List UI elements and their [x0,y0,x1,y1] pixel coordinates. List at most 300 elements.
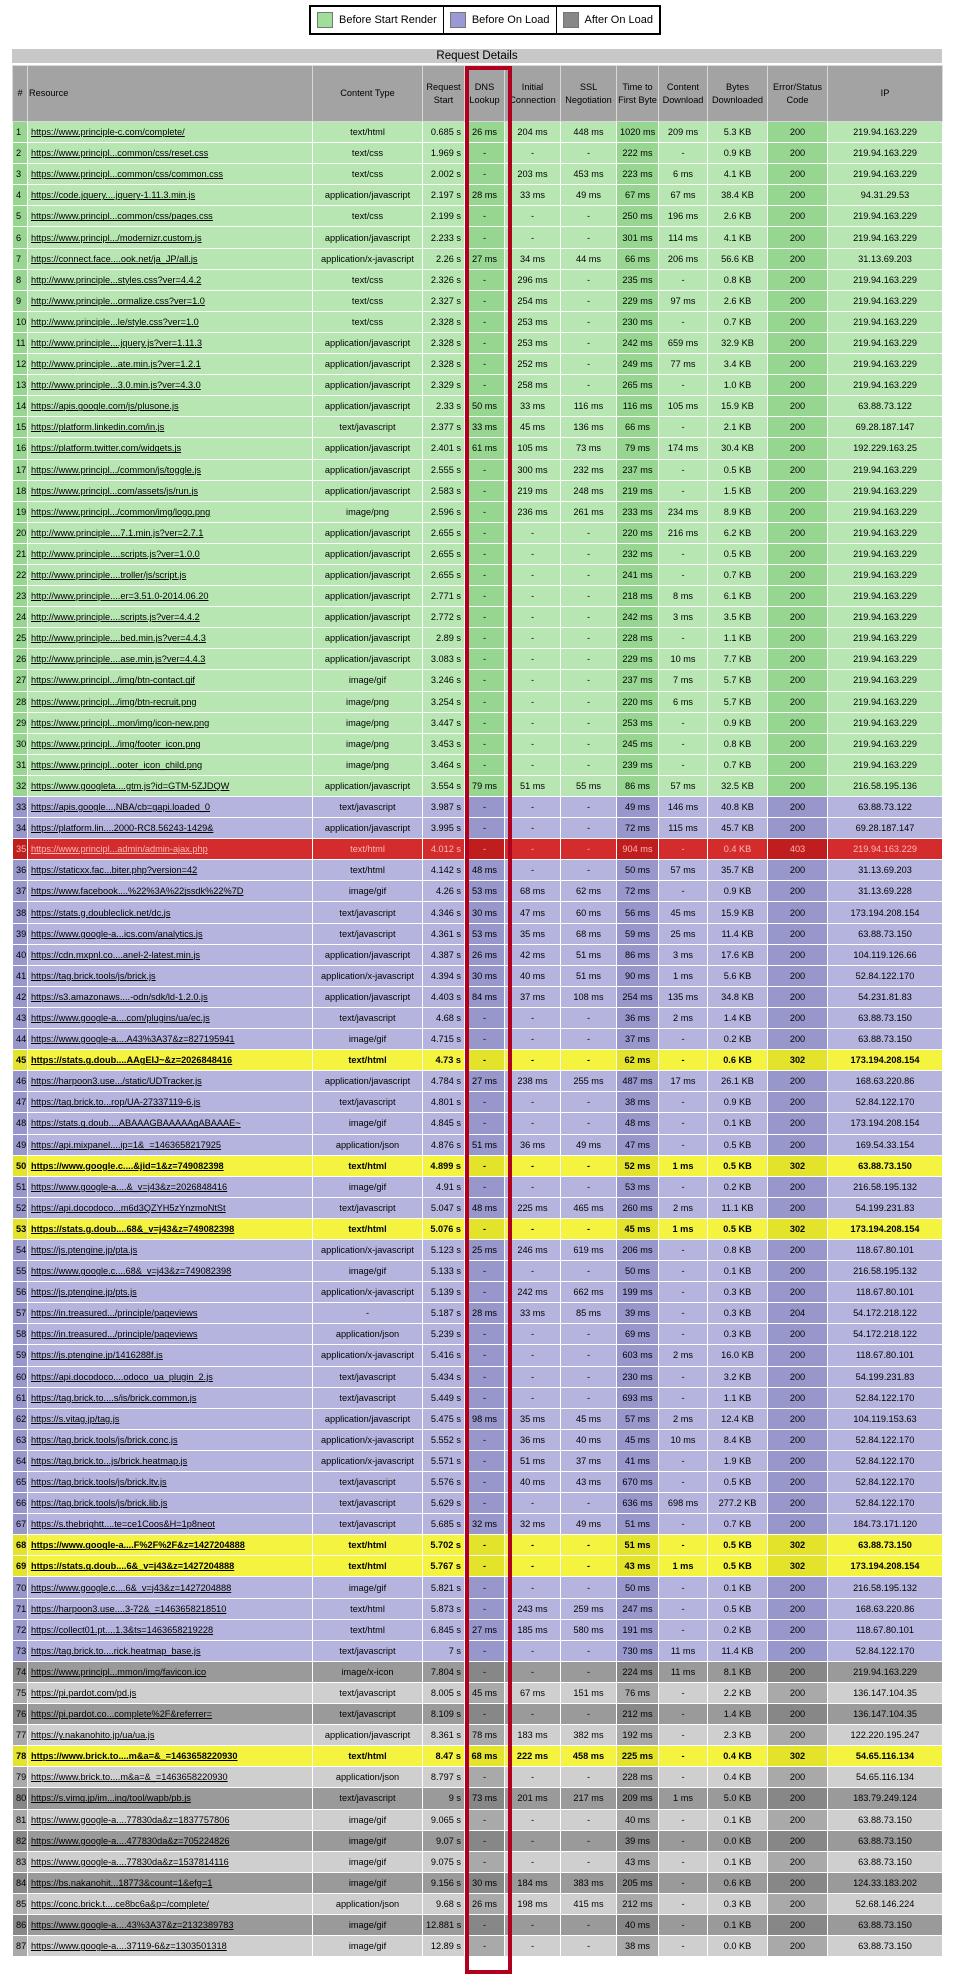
table-cell: 0.1 KB [708,1577,768,1598]
resource-link[interactable]: http://www.principle....ase.min.js?ver=4.4.3 [28,649,313,670]
resource-link[interactable]: https://www.google-a....A43%3A37&z=827195941 [28,1029,313,1050]
table-cell: - [465,839,505,860]
resource-link[interactable]: https://tag.brick.to...js/brick.heatmap.js [28,1450,313,1471]
table-cell: 200 [768,1324,828,1345]
table-cell: 302 [768,1155,828,1176]
resource-link[interactable]: https://s.vitag.jp/tag.js [28,1408,313,1429]
table-cell: 206 ms [617,1239,659,1260]
table-cell: - [659,459,708,480]
table-cell: - [465,480,505,501]
table-cell: - [505,628,561,649]
table-cell: 200 [768,1493,828,1514]
table-row [13,417,943,438]
resource-link[interactable]: https://www.google-a....37119-6&z=1303501318 [28,1936,313,1957]
table-cell: 57 [13,1303,28,1324]
table-cell: 16.0 KB [708,1345,768,1366]
table-cell: 662 ms [561,1282,617,1303]
resource-link[interactable]: https://www.google-a....com/plugins/ua/ec.js [28,1007,313,1028]
resource-link[interactable]: https://www.principl...common/css/pages.css [28,206,313,227]
table-cell: 219.94.163.229 [828,1661,943,1682]
table-cell: 52 [13,1197,28,1218]
table-cell: 56 [13,1282,28,1303]
resource-link[interactable]: https://cdn.mxpnl.co....anel-2-latest.min.js [28,944,313,965]
table-cell: - [465,1472,505,1493]
table-cell: image/png [313,691,423,712]
table-cell: 2.6 KB [708,290,768,311]
table-cell: 69 ms [617,1324,659,1345]
table-cell: 54 [13,1239,28,1260]
resource-link[interactable]: https://harpoon3.use.../static/UDTracker.js [28,1071,313,1092]
table-cell: 30 ms [465,965,505,986]
table-cell: - [659,1176,708,1197]
table-cell: - [465,1387,505,1408]
table-row [13,1577,943,1598]
resource-link[interactable]: https://pi.pardot.com/pd.js [28,1682,313,1703]
resource-link[interactable]: https://s3.amazonaws....-odn/sdk/ld-1.2.0.js [28,986,313,1007]
table-cell: text/javascript [313,1387,423,1408]
resource-link[interactable]: https://www.principl.../img/btn-contact.gif [28,670,313,691]
table-cell: 41 ms [617,1450,659,1471]
table-cell: 8.47 s [423,1746,465,1767]
table-cell: 63 [13,1429,28,1450]
resource-link[interactable]: https://www.google-a...ics.com/analytics.js [28,923,313,944]
resource-link[interactable]: https://js.ptengine.jp/pts.js [28,1282,313,1303]
table-cell: 54.199.231.83 [828,1197,943,1218]
resource-link[interactable]: https://www.google-a....&_v=j43&z=2026848416 [28,1176,313,1197]
table-cell: - [659,754,708,775]
table-row [13,1746,943,1767]
table-cell: - [465,1450,505,1471]
table-cell: 15.9 KB [708,902,768,923]
table-cell: 17.6 KB [708,944,768,965]
table-cell: 151 ms [561,1682,617,1703]
table-row [13,248,943,269]
table-cell: - [505,649,561,670]
table-cell: - [659,1113,708,1134]
table-cell: 60 [13,1366,28,1387]
table-cell: 200 [768,501,828,522]
table-cell: 5.629 s [423,1493,465,1514]
table-cell: 124.33.183.202 [828,1872,943,1893]
resource-link[interactable]: https://www.google-a....77830da&z=1837757806 [28,1809,313,1830]
table-cell: 237 ms [617,670,659,691]
table-cell: 0.1 KB [708,1914,768,1935]
table-cell: 67 ms [617,185,659,206]
table-cell: text/css [313,143,423,164]
resource-link[interactable]: https://apis.google....NBA/cb=gapi.loaded_0 [28,797,313,818]
resource-link[interactable]: https://js.ptengine.jp/pta.js [28,1239,313,1260]
resource-link[interactable]: https://pi.pardot.co...complete%2F&referrer= [28,1704,313,1725]
table-cell: 259 ms [561,1598,617,1619]
table-cell: 63.88.73.150 [828,1830,943,1851]
table-row [13,965,943,986]
table-cell: - [659,1472,708,1493]
table-cell: 2.33 s [423,396,465,417]
resource-link[interactable]: https://stats.g.doub....ABAAAGBAAAAAgABAAAE~ [28,1113,313,1134]
resource-link[interactable]: https://platform.lin....2000-RC8.56243-1429& [28,818,313,839]
table-cell: 63.88.73.150 [828,1851,943,1872]
table-cell: 63.88.73.122 [828,396,943,417]
table-row [13,628,943,649]
table-cell: 200 [768,1851,828,1872]
table-cell: 19 [13,501,28,522]
table-cell: 242 ms [505,1282,561,1303]
resource-link[interactable]: http://www.principle...ormalize.css?ver=1.0 [28,290,313,311]
table-cell: 300 ms [505,459,561,480]
table-cell: - [465,311,505,332]
resource-link[interactable]: https://www.google-a....477830da&z=705224826 [28,1830,313,1851]
resource-link[interactable]: https://www.principle-c.com/complete/ [28,122,313,143]
table-cell: 2.328 s [423,332,465,353]
table-cell: 78 [13,1746,28,1767]
resource-link[interactable]: https://www.google.c....6&_v=j43&z=1427204888 [28,1577,313,1598]
resource-link[interactable]: https://www.google-a....43%3A37&z=2132389783 [28,1914,313,1935]
resource-link[interactable]: https://www.google.c....68&_v=j43&z=749082398 [28,1261,313,1282]
table-cell: 219.94.163.229 [828,522,943,543]
resource-link[interactable]: http://www.principle....troller/js/script.js [28,564,313,585]
table-cell: application/javascript [313,354,423,375]
table-cell: 32.9 KB [708,332,768,353]
table-cell: 205 ms [617,1872,659,1893]
table-cell: - [659,712,708,733]
resource-link[interactable]: https://code.jquery....jquery-1.11.3.min.js [28,185,313,206]
table-cell: 254 ms [505,290,561,311]
table-cell: 301 ms [617,227,659,248]
resource-link[interactable]: https://tag.brick.tools/js/brick.ltv.js [28,1472,313,1493]
table-cell: 200 [768,122,828,143]
table-cell: 200 [768,1239,828,1260]
table-row [13,754,943,775]
table-row [13,691,943,712]
table-cell: 50 ms [617,860,659,881]
table-cell: - [465,1830,505,1851]
resource-link[interactable]: https://tag.brick.tools/js/brick.conc.js [28,1429,313,1450]
table-cell: 229 ms [617,290,659,311]
table-cell: 68 ms [561,923,617,944]
table-cell: text/html [313,1619,423,1640]
table-row [13,902,943,923]
resource-link[interactable]: https://stats.g.doub....6&_v=j43&z=1427204888 [28,1556,313,1577]
table-cell: 219.94.163.229 [828,206,943,227]
table-cell: 1.1 KB [708,1387,768,1408]
table-cell: 200 [768,1366,828,1387]
table-cell: - [465,1261,505,1282]
table-cell: - [465,269,505,290]
table-cell: 73 ms [561,438,617,459]
table-row [13,1472,943,1493]
table-cell: 0.7 KB [708,564,768,585]
table-cell: 42 ms [505,944,561,965]
table-cell: 4.899 s [423,1155,465,1176]
resource-link[interactable]: https://www.principl.../img/btn-recruit.png [28,691,313,712]
column-header: Request Start [423,66,465,122]
table-cell: 36 ms [505,1134,561,1155]
table-cell: 204 [768,1303,828,1324]
table-cell: text/html [313,1746,423,1767]
table-cell: 23 [13,586,28,607]
table-cell: 2 [13,143,28,164]
resource-link[interactable]: https://www.google-a....77830da&z=1537814116 [28,1851,313,1872]
resource-link[interactable]: https://www.google-a....F%2F%2F&z=1427204888 [28,1535,313,1556]
resource-link[interactable]: https://www.google.c....&jid=1&z=749082398 [28,1155,313,1176]
table-cell: - [505,1092,561,1113]
table-cell: 146 ms [659,797,708,818]
table-cell: 33 [13,797,28,818]
table-cell: - [561,227,617,248]
table-cell: 200 [768,375,828,396]
table-row [13,543,943,564]
table-cell: 236 ms [505,501,561,522]
resource-link[interactable]: https://www.principl.../img/footer_icon.png [28,733,313,754]
table-cell: 6 [13,227,28,248]
table-cell: application/javascript [313,607,423,628]
resource-link[interactable]: http://www.principle...3.0.min.js?ver=4.3.0 [28,375,313,396]
table-cell: 0.3 KB [708,1282,768,1303]
table-cell: 200 [768,311,828,332]
table-cell: 0.7 KB [708,754,768,775]
table-cell: - [505,227,561,248]
table-cell: 2.326 s [423,269,465,290]
resource-link[interactable]: https://stats.g.doub....68&_v=j43&z=749082398 [28,1218,313,1239]
resource-link[interactable]: http://www.principle....jquery.js?ver=1.11.3 [28,332,313,353]
column-header: Error/Status Code [768,66,828,122]
table-cell: 2.6 KB [708,206,768,227]
resource-link[interactable]: http://www.principle...le/style.css?ver=1.0 [28,311,313,332]
table-cell: - [505,754,561,775]
table-row [13,1071,943,1092]
table-cell: 70 [13,1577,28,1598]
resource-link[interactable]: https://platform.linkedin.com/in.js [28,417,313,438]
table-row [13,586,943,607]
resource-link[interactable]: https://s.vimg.jp/im...ing/tool/wapb/pb.js [28,1788,313,1809]
table-cell: - [561,1218,617,1239]
resource-link[interactable]: https://js.ptengine.jp/1416288f.js [28,1345,313,1366]
table-cell: 8.4 KB [708,1429,768,1450]
table-cell: 30.4 KB [708,438,768,459]
table-cell: - [659,1619,708,1640]
table-cell: - [659,1746,708,1767]
resource-link[interactable]: https://www.brick.to....m&a=&_=1463658220930 [28,1746,313,1767]
table-cell: 53 ms [465,881,505,902]
resource-link[interactable]: https://api.mixpanel....ip=1&_=1463658217925 [28,1134,313,1155]
resource-link[interactable]: https://stats.g.doub....AAgEIJ~&z=2026848416 [28,1050,313,1071]
table-cell: 0.3 KB [708,1303,768,1324]
table-cell: - [659,1387,708,1408]
table-row [13,670,943,691]
table-row [13,501,943,522]
table-row [13,1704,943,1725]
resource-link[interactable]: https://www.principl.../common/js/toggle.js [28,459,313,480]
resource-link[interactable]: https://tag.brick.to....s/is/brick.common.js [28,1387,313,1408]
table-cell: 40.8 KB [708,797,768,818]
resource-link[interactable]: https://s.thebrightt....te=ce1Coos&H=1p8neot [28,1514,313,1535]
table-cell: 108 ms [561,986,617,1007]
table-cell: - [659,1704,708,1725]
table-cell: 200 [768,649,828,670]
resource-link[interactable]: https://www.googleta....gtm.js?id=GTM-5ZJDQW [28,775,313,796]
table-cell: 255 ms [561,1071,617,1092]
table-cell: 693 ms [617,1387,659,1408]
table-cell: - [561,1830,617,1851]
table-cell: 49 [13,1134,28,1155]
table-row [13,1303,943,1324]
resource-link[interactable]: http://www.principle....scripts.js?ver=1.0.0 [28,543,313,564]
table-cell: 7 [13,248,28,269]
resource-link[interactable]: https://www.brick.to....m&a=&_=1463658220930 [28,1767,313,1788]
table-cell: 5.702 s [423,1535,465,1556]
resource-link[interactable]: https://harpoon3.use....3-72&_=1463658218510 [28,1598,313,1619]
table-cell: - [505,1261,561,1282]
table-cell: 11.4 KB [708,1640,768,1661]
resource-link[interactable]: https://www.principl...mon/img/icon-new.png [28,712,313,733]
table-cell: 220 ms [617,522,659,543]
table-cell: - [659,417,708,438]
table-cell: 1.1 KB [708,628,768,649]
resource-link[interactable]: https://tag.brick.to...rop/UA-27337119-6.js [28,1092,313,1113]
table-cell: 219.94.163.229 [828,122,943,143]
resource-link[interactable]: https://www.principl...common/css/reset.css [28,143,313,164]
table-row [13,1113,943,1134]
table-cell: 51 [13,1176,28,1197]
resource-link[interactable]: https://www.principl.../common/img/logo.png [28,501,313,522]
table-cell: 0.2 KB [708,1619,768,1640]
table-cell: 32 ms [505,1514,561,1535]
resource-link[interactable]: https://www.principl...admin/admin-ajax.php [28,839,313,860]
resource-link[interactable]: https://platform.twitter.com/widgets.js [28,438,313,459]
table-cell: 4.142 s [423,860,465,881]
table-cell: - [505,1556,561,1577]
table-cell: 79 ms [617,438,659,459]
resource-link[interactable]: http://www.principle....bed.min.js?ver=4.4.3 [28,628,313,649]
table-cell: application/javascript [313,649,423,670]
resource-link[interactable]: https://bs.nakanohit...18773&count=1&efg=1 [28,1872,313,1893]
resource-link[interactable]: https://apis.google.com/js/plusone.js [28,396,313,417]
table-cell: 118.67.80.101 [828,1282,943,1303]
table-cell: 3.5 KB [708,607,768,628]
table-cell: 200 [768,733,828,754]
table-cell: 200 [768,248,828,269]
table-cell: 200 [768,164,828,185]
table-row [13,944,943,965]
resource-link[interactable]: https://www.principl...common/css/common.css [28,164,313,185]
table-cell: 2.771 s [423,586,465,607]
table-cell: 27 ms [465,1071,505,1092]
resource-link[interactable]: https://in.treasured.../principle/pageviews [28,1324,313,1345]
table-cell: 118.67.80.101 [828,1239,943,1260]
table-cell: 200 [768,1450,828,1471]
column-header: SSL Negotiation [561,66,617,122]
table-cell: 458 ms [561,1746,617,1767]
table-cell: 0.0 KB [708,1830,768,1851]
table-row [13,354,943,375]
resource-link[interactable]: https://staticxx.fac...biter.php?version=42 [28,860,313,881]
table-cell: 253 ms [505,332,561,353]
table-cell: 219.94.163.229 [828,501,943,522]
resource-link[interactable]: https://www.principl...com/assets/js/run.js [28,480,313,501]
table-cell: - [561,586,617,607]
table-cell: 200 [768,1261,828,1282]
table-cell: - [505,1535,561,1556]
table-cell: - [465,1914,505,1935]
column-header: Content Download [659,66,708,122]
table-cell: 63.88.73.150 [828,1809,943,1830]
table-cell: 86 ms [617,775,659,796]
table-cell: 219.94.163.229 [828,670,943,691]
table-cell: 52 ms [617,1155,659,1176]
table-cell: - [465,1661,505,1682]
table-cell: 7.7 KB [708,649,768,670]
table-row [13,1640,943,1661]
table-cell: 191 ms [617,1619,659,1640]
table-cell: - [505,1936,561,1957]
resource-link[interactable]: https://in.treasured.../principle/pageviews [28,1303,313,1324]
resource-link[interactable]: http://www.principle...ate.min.js?ver=1.2.1 [28,354,313,375]
resource-link[interactable]: https://tag.brick.tools/js/brick.lib.js [28,1493,313,1514]
table-cell: - [561,1092,617,1113]
table-cell: 2.327 s [423,290,465,311]
table-cell: 219.94.163.229 [828,143,943,164]
resource-link[interactable]: http://www.principle....er=3.51.0-2014.06.20 [28,586,313,607]
table-cell: 52.84.122.170 [828,1493,943,1514]
table-cell: - [659,1134,708,1155]
resource-link[interactable]: https://connect.face....ook.net/ja_JP/all.js [28,248,313,269]
resource-link[interactable]: https://www.principl...ooter_icon_child.png [28,754,313,775]
table-cell: - [561,206,617,227]
table-cell: - [561,1029,617,1050]
table-cell: 62 ms [617,1050,659,1071]
resource-link[interactable]: https://collect01.pt....1.3&ts=1463658219228 [28,1619,313,1640]
resource-link[interactable]: https://stats.g.doubleclick.net/dc.js [28,902,313,923]
table-cell: 40 [13,944,28,965]
table-cell: image/gif [313,1113,423,1134]
table-cell: - [465,1092,505,1113]
table-cell: 243 ms [505,1598,561,1619]
table-cell: 0.5 KB [708,1472,768,1493]
resource-link[interactable]: http://www.principle...styles.css?ver=4.4.2 [28,269,313,290]
table-cell: 55 ms [561,775,617,796]
resource-link[interactable]: https://www.principl.../modernizr.custom.js [28,227,313,248]
resource-link[interactable]: http://www.principle....7.1.min.js?ver=2.7.1 [28,522,313,543]
table-cell: 247 ms [617,1598,659,1619]
resource-link[interactable]: https://conc.brick.t....ce8bc6a&p=/complete/ [28,1893,313,1914]
table-cell: 200 [768,944,828,965]
table-row [13,712,943,733]
resource-link[interactable]: https://tag.brick.to....rick.heatmap_base.js [28,1640,313,1661]
resource-link[interactable]: https://api.docodoco....odoco_ua_plugin_2.js [28,1366,313,1387]
resource-link[interactable]: https://www.principl...mmon/img/favicon.ico [28,1661,313,1682]
table-cell: - [659,881,708,902]
legend-item [557,7,660,33]
table-cell: 52.84.122.170 [828,1387,943,1408]
table-cell: text/javascript [313,1472,423,1493]
resource-link[interactable]: https://tag.brick.tools/js/brick.js [28,965,313,986]
table-cell: 200 [768,1809,828,1830]
table-cell: 69.28.187.147 [828,417,943,438]
table-cell: image/gif [313,1851,423,1872]
table-cell: 403 [768,839,828,860]
table-cell: image/gif [313,1577,423,1598]
table-cell: 224 ms [617,1661,659,1682]
table-cell: - [659,1092,708,1113]
resource-link[interactable]: https://www.facebook....%22%3A%22jssdk%22%7D [28,881,313,902]
resource-link[interactable]: https://api.docodoco...m6d3QZYH5zYnzmoNtSt [28,1197,313,1218]
table-cell: 52.84.122.170 [828,1429,943,1450]
resource-link[interactable]: http://www.principle....scripts.js?ver=4.4.2 [28,607,313,628]
resource-link[interactable]: https://y.nakanohito.jp/ua/ua.js [28,1725,313,1746]
table-cell: text/html [313,1598,423,1619]
table-cell: 2.555 s [423,459,465,480]
table-cell: 6 ms [659,164,708,185]
